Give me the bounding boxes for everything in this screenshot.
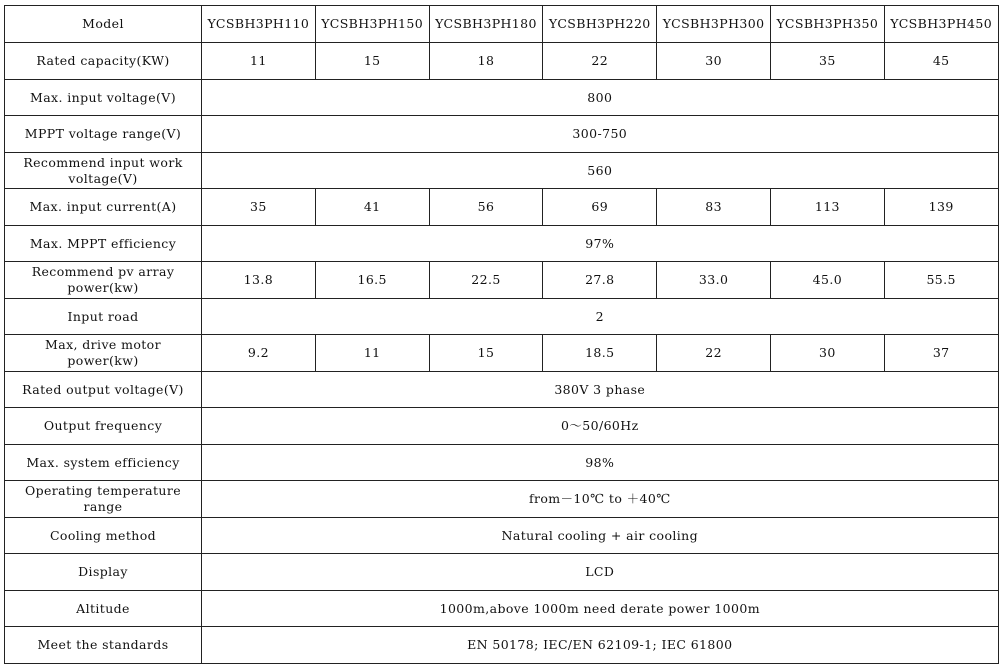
cell-value: 30 xyxy=(657,43,771,80)
cell-value: 22 xyxy=(543,43,657,80)
row-label: Operating temperature range xyxy=(5,481,202,518)
row-label: Rated output voltage(V) xyxy=(5,372,202,408)
cell-value: 35 xyxy=(770,43,884,80)
row-label: Rated capacity(KW) xyxy=(5,43,202,80)
merged-value: 0～50/60Hz xyxy=(202,408,999,445)
cell-value: 45 xyxy=(884,43,998,80)
cell-value: 45.0 xyxy=(770,262,884,299)
model-header: YCSBH3PH150 xyxy=(315,6,429,43)
cell-value: 37 xyxy=(884,335,998,372)
table-row xyxy=(5,116,999,153)
model-header: YCSBH3PH300 xyxy=(657,6,771,43)
merged-value: 97% xyxy=(202,226,999,262)
table-row xyxy=(5,591,999,627)
merged-value: EN 50178; IEC/EN 62109-1; IEC 61800 xyxy=(202,627,999,664)
model-header: YCSBH3PH450 xyxy=(884,6,998,43)
table-row xyxy=(5,80,999,116)
cell-value: 9.2 xyxy=(202,335,316,372)
table-row xyxy=(5,153,999,189)
row-label: Input road xyxy=(5,299,202,335)
table-row xyxy=(5,189,999,226)
row-label: Max. MPPT efficiency xyxy=(5,226,202,262)
row-label: Max. input voltage(V) xyxy=(5,80,202,116)
cell-value: 11 xyxy=(202,43,316,80)
cell-value: 15 xyxy=(429,335,543,372)
cell-value: 18 xyxy=(429,43,543,80)
spec-table xyxy=(4,5,999,664)
row-label: Max, drive motor power(kw) xyxy=(5,335,202,372)
cell-value: 41 xyxy=(315,189,429,226)
row-label: Meet the standards xyxy=(5,627,202,664)
table-row xyxy=(5,43,999,80)
cell-value: 56 xyxy=(429,189,543,226)
table-row-header xyxy=(5,6,999,43)
table-row xyxy=(5,627,999,664)
table-row xyxy=(5,335,999,372)
model-header: YCSBH3PH350 xyxy=(770,6,884,43)
row-label: Altitude xyxy=(5,591,202,627)
spec-table-container xyxy=(4,5,999,664)
cell-value: 55.5 xyxy=(884,262,998,299)
cell-value: 18.5 xyxy=(543,335,657,372)
row-label: Display xyxy=(5,554,202,591)
merged-value: LCD xyxy=(202,554,999,591)
cell-value: 13.8 xyxy=(202,262,316,299)
merged-value: 1000m,above 1000m need derate power 1000m xyxy=(202,591,999,627)
merged-value: from－10℃ to ＋40℃ xyxy=(202,481,999,518)
cell-value: 30 xyxy=(770,335,884,372)
table-row xyxy=(5,262,999,299)
table-row xyxy=(5,554,999,591)
merged-value: Natural cooling + air cooling xyxy=(202,518,999,554)
cell-value: 15 xyxy=(315,43,429,80)
model-header: YCSBH3PH180 xyxy=(429,6,543,43)
cell-value: 22.5 xyxy=(429,262,543,299)
cell-value: 139 xyxy=(884,189,998,226)
row-label: Max. system efficiency xyxy=(5,445,202,481)
row-label: MPPT voltage range(V) xyxy=(5,116,202,153)
table-row xyxy=(5,372,999,408)
model-header: YCSBH3PH220 xyxy=(543,6,657,43)
cell-value: 33.0 xyxy=(657,262,771,299)
cell-value: 83 xyxy=(657,189,771,226)
cell-value: 16.5 xyxy=(315,262,429,299)
table-row xyxy=(5,408,999,445)
cell-value: 11 xyxy=(315,335,429,372)
row-label: Recommend input work voltage(V) xyxy=(5,153,202,189)
row-label: Cooling method xyxy=(5,518,202,554)
row-label: Max. input current(A) xyxy=(5,189,202,226)
table-row xyxy=(5,226,999,262)
table-row xyxy=(5,518,999,554)
merged-value: 2 xyxy=(202,299,999,335)
table-row xyxy=(5,299,999,335)
cell-value: 27.8 xyxy=(543,262,657,299)
cell-value: 113 xyxy=(770,189,884,226)
merged-value: 560 xyxy=(202,153,999,189)
cell-value: 22 xyxy=(657,335,771,372)
merged-value: 98% xyxy=(202,445,999,481)
row-label: Model xyxy=(5,6,202,43)
table-row xyxy=(5,445,999,481)
cell-value: 69 xyxy=(543,189,657,226)
model-header: YCSBH3PH110 xyxy=(202,6,316,43)
merged-value: 800 xyxy=(202,80,999,116)
cell-value: 35 xyxy=(202,189,316,226)
table-row xyxy=(5,481,999,518)
row-label: Output frequency xyxy=(5,408,202,445)
row-label: Recommend pv array power(kw) xyxy=(5,262,202,299)
merged-value: 380V 3 phase xyxy=(202,372,999,408)
merged-value: 300-750 xyxy=(202,116,999,153)
